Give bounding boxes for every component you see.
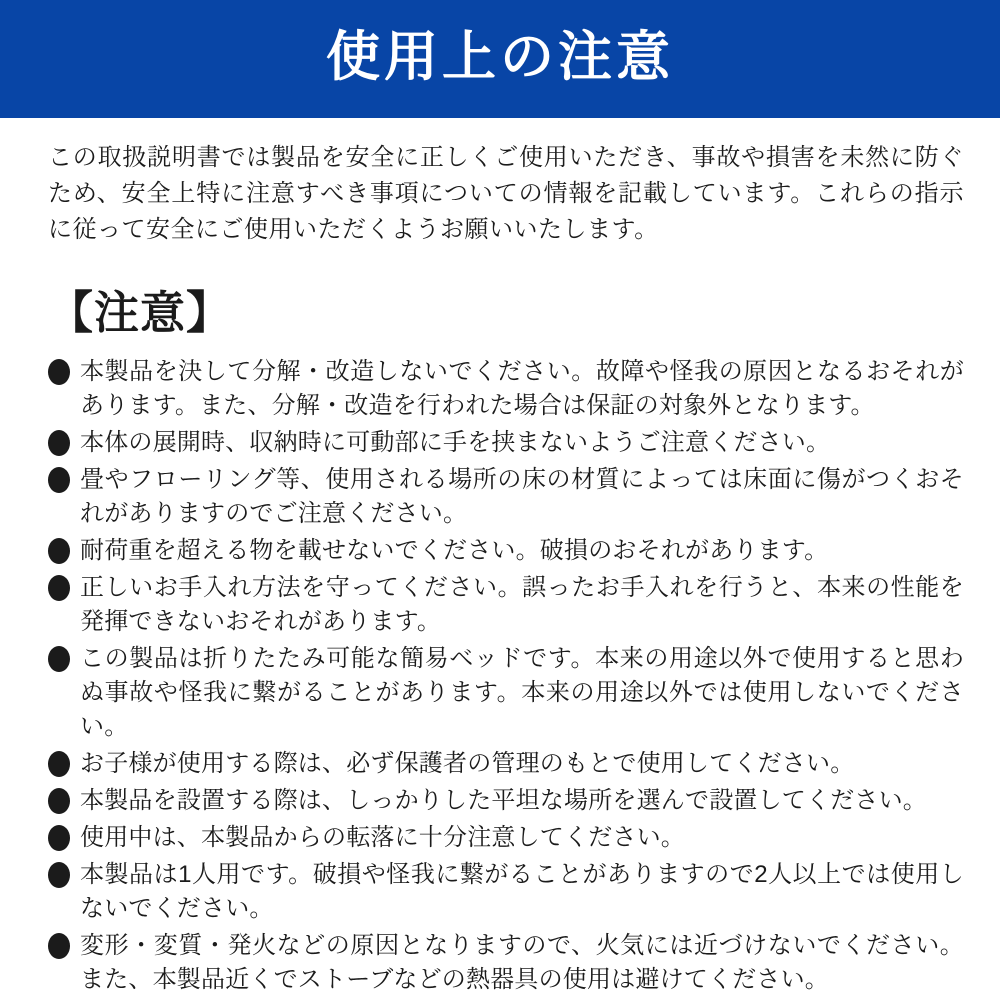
- caution-text: この製品は折りたたみ可能な簡易ベッドです。本来の用途以外で使用すると思わぬ事故や怪我に繋がることがあります。本来の用途以外では使用しないでください。: [80, 645, 964, 740]
- list-item: [48, 747, 964, 781]
- bullet-icon: [48, 751, 70, 777]
- list-item: [48, 929, 964, 997]
- bullet-icon: [48, 825, 70, 851]
- caution-text: 耐荷重を超える物を載せないでください。破損のおそれがあります。: [80, 537, 829, 564]
- bullet-icon: [48, 933, 70, 959]
- bullet-icon: [48, 575, 70, 601]
- list-item: [48, 463, 964, 531]
- list-item: [48, 821, 964, 855]
- caution-text: 使用中は、本製品からの転落に十分注意してください。: [80, 824, 685, 851]
- caution-text: お子様が使用する際は、必ず保護者の管理のもとで使用してください。: [80, 750, 855, 777]
- bullet-icon: [48, 646, 70, 672]
- caution-list: [48, 355, 964, 997]
- section-heading: 【注意】: [48, 287, 233, 338]
- caution-text: 変形・変質・発火などの原因となりますので、火気には近づけないでください。また、本製品近くでストーブなどの熱器具の使用は避けてください。: [80, 932, 964, 993]
- list-item: [48, 858, 964, 926]
- list-item: [48, 426, 964, 460]
- list-item: [48, 534, 964, 568]
- list-item: [48, 784, 964, 818]
- bullet-icon: [48, 862, 70, 888]
- caution-text: 本体の展開時、収納時に可動部に手を挟まないようご注意ください。: [80, 429, 831, 456]
- bullet-icon: [48, 538, 70, 564]
- bullet-icon: [48, 788, 70, 814]
- content: [0, 140, 1000, 997]
- header-banner: [0, 0, 1000, 118]
- list-item: [48, 355, 964, 423]
- caution-text: 本製品を設置する際は、しっかりした平坦な場所を選んで設置してください。: [80, 787, 927, 814]
- intro-paragraph: この取扱説明書では製品を安全に正しくご使用いただき、事故や損害を未然に防ぐため、安全上特に注意すべき事項についての情報を記載しています。これらの指示に従って安全にご使用いただくようお願いいたします。: [48, 144, 964, 243]
- list-item: [48, 642, 964, 744]
- page-title: 使用上の注意: [326, 27, 674, 87]
- caution-text: 正しいお手入れ方法を守ってください。誤ったお手入れを行うと、本来の性能を発揮できないおそれがあります。: [80, 574, 964, 635]
- caution-text: 本製品は1人用です。破損や怪我に繋がることがありますので2人以上では使用しないでください。: [80, 861, 964, 922]
- bullet-icon: [48, 359, 70, 385]
- caution-text: 畳やフローリング等、使用される場所の床の材質によっては床面に傷がつくおそれがありますのでご注意ください。: [80, 466, 964, 527]
- caution-text: 本製品を決して分解・改造しないでください。故障や怪我の原因となるおそれがあります。また、分解・改造を行われた場合は保証の対象外となります。: [80, 358, 964, 419]
- bullet-icon: [48, 430, 70, 456]
- list-item: [48, 571, 964, 639]
- bullet-icon: [48, 467, 70, 493]
